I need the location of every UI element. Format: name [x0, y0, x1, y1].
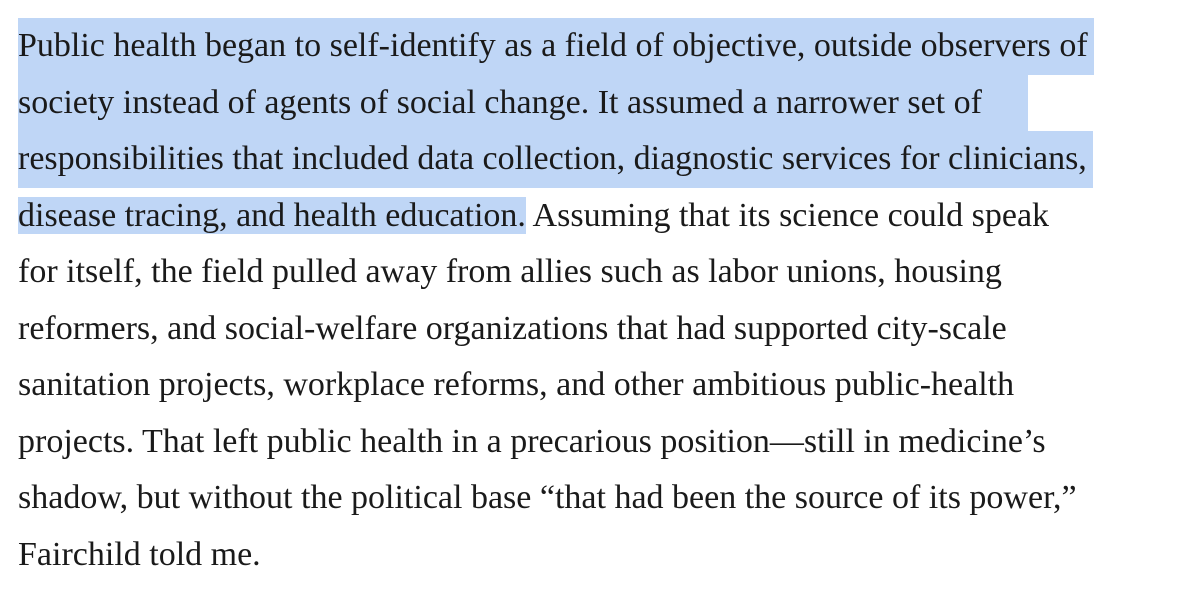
text-line-3: [18, 131, 1194, 188]
selected-text[interactable]: responsibilities that included data collection, diagnostic services for clinicians,: [18, 131, 1093, 188]
text-line-1: [18, 18, 1194, 75]
text-line-2: [18, 75, 1194, 132]
text-line-9[interactable]: shadow, but without the political base “that had been the source of its power,”: [18, 479, 1077, 516]
selected-text[interactable]: Public health began to self-identify as a field of objective, outside observers of: [18, 18, 1094, 75]
text-line-6[interactable]: reformers, and social-welfare organizations that had supported city-scale: [18, 309, 1007, 347]
text-line-5[interactable]: for itself, the field pulled away from allies such as labor unions, housing: [18, 253, 1002, 290]
selected-text[interactable]: disease tracing, and health education.: [18, 196, 526, 234]
text-line-4: [18, 188, 1194, 245]
text-line-8[interactable]: projects. That left public health in a precarious position—still in medicine’s: [18, 422, 1046, 460]
text-line-7[interactable]: sanitation projects, workplace reforms, and other ambitious public-health: [18, 366, 1015, 403]
article-paragraph: [18, 18, 1194, 583]
selected-text[interactable]: society instead of agents of social change. It assumed a narrower set of: [18, 75, 1028, 132]
body-text[interactable]: Assuming that its science could speak: [525, 196, 1050, 234]
text-line-10[interactable]: Fairchild told me.: [18, 535, 261, 573]
